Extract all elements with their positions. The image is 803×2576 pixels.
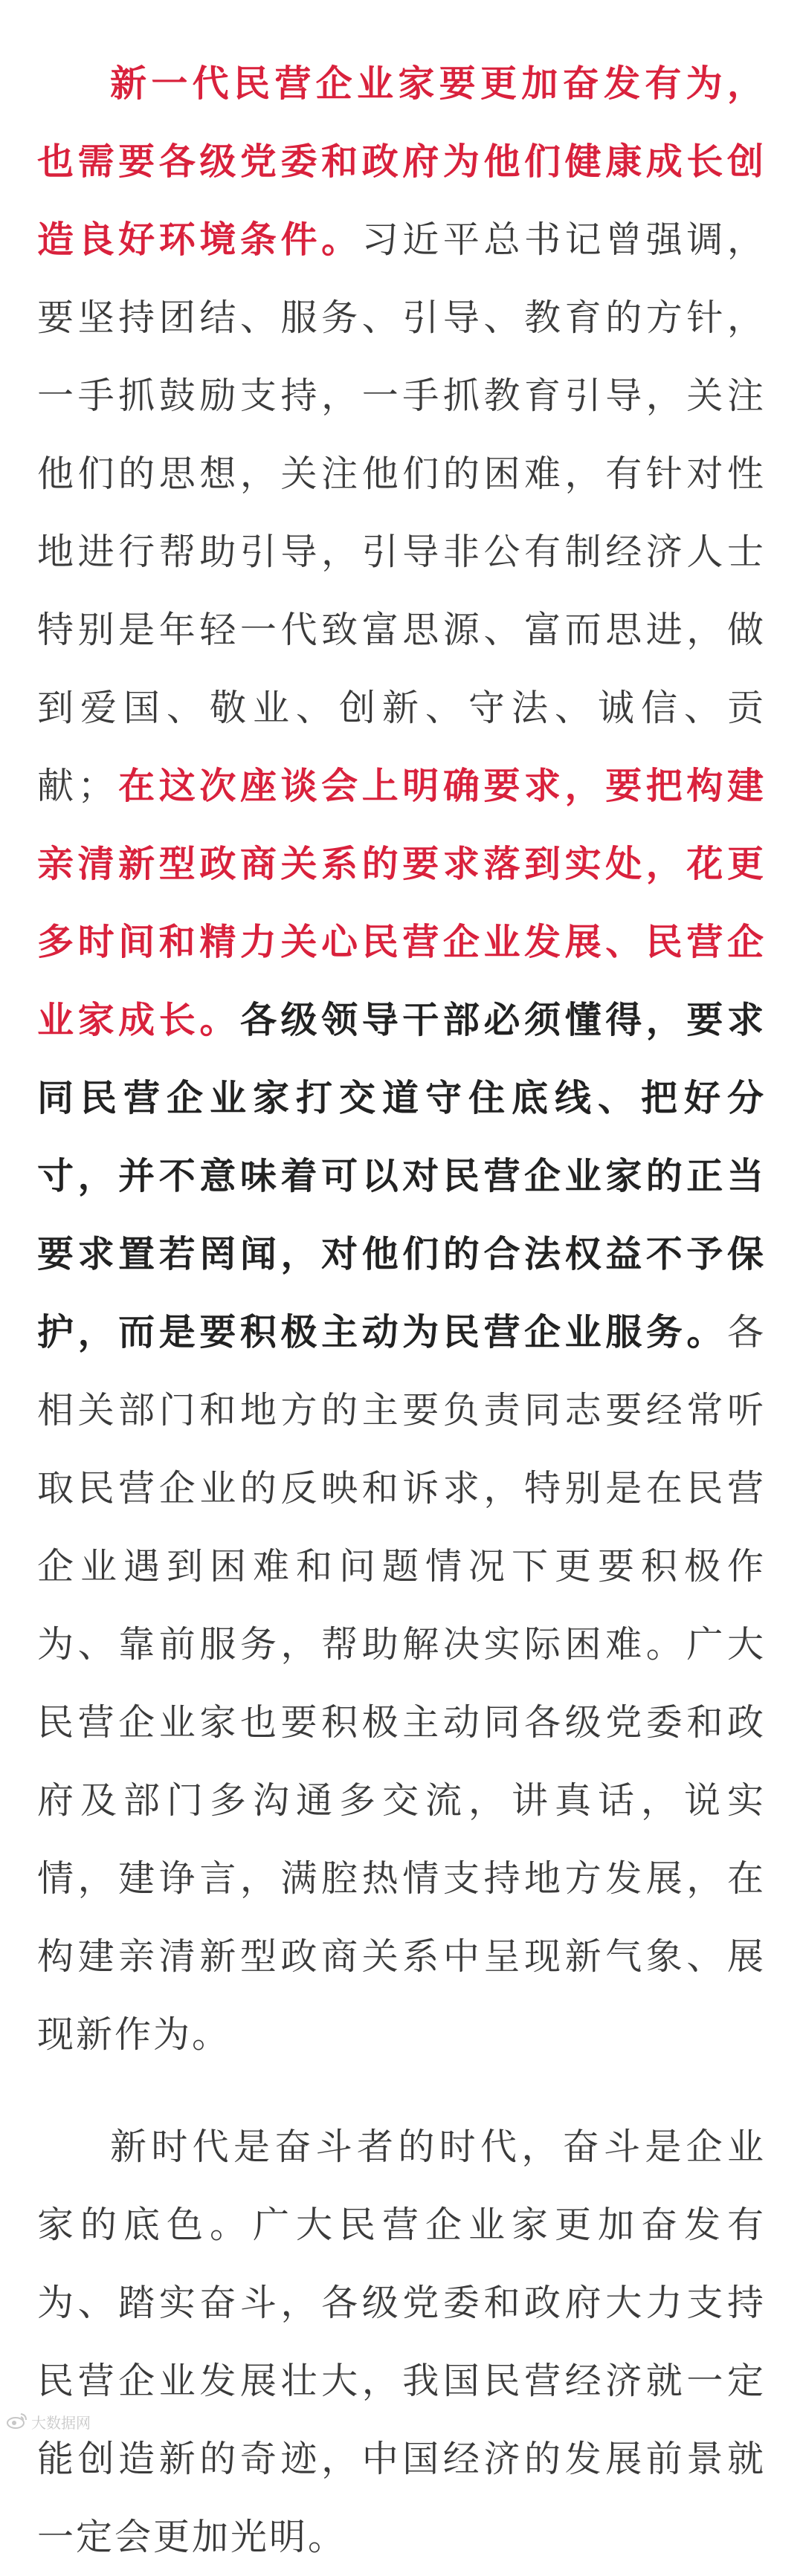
highlight-bold-1: 各级领导干部必须懂得，要求同民营企业家打交道守住底线、把好分寸，并不意味着可以对民营企业家的正当要求置若罔闻，对他们的合法权益不予保护，而是要积极主动为民营企业服务。	[37, 999, 766, 1353]
paragraph-1	[37, 45, 766, 2074]
watermark-text: 大数据网	[31, 2414, 91, 2432]
paragraph-2	[37, 2108, 766, 2576]
body-text-3: 新时代是奋斗者的时代，奋斗是企业家的底色。广大民营企业家更加奋发有为、踏实奋斗，各级党委和政府大力支持民营企业发展壮大，我国民营经济就一定能创造新的奇迹，中国经济的发展前景就一定会更加光明。	[37, 2126, 766, 2558]
highlight-red-1: 新一代民营企业家要更加奋发有为，也需要各级党委和政府为他们健康成长创造良好环境条件。	[37, 62, 766, 261]
watermark	[6, 2411, 91, 2433]
highlight-red-2: 在这次座谈会上明确要求，要把构建亲清新型政商关系的要求落到实处，花更多时间和精力关心民营企业发展、民营企业家成长。	[37, 765, 766, 1041]
weibo-logo-icon	[6, 2412, 28, 2433]
body-text-2: 各相关部门和地方的主要负责同志要经常听取民营企业的反映和诉求，特别是在民营企业遇到困难和问题情况下更要积极作为、靠前服务，帮助解决实际困难。广大民营企业家也要积极主动同各级党委和政府及部门多沟通多交流，讲真话，说实情，建诤言，满腔热情支持地方发展，在构建亲清新型政商关系中呈现新气象、展现新作为。	[37, 1311, 766, 2056]
body-text-1: 习近平总书记曾强调，要坚持团结、服务、引导、教育的方针，一手抓鼓励支持，一手抓教育引导，关注他们的思想，关注他们的困难，有针对性地进行帮助引导，引导非公有制经济人士特别是年轻一代致富思源、富而思进，做到爱国、敬业、创新、守法、诚信、贡献；	[37, 219, 766, 807]
